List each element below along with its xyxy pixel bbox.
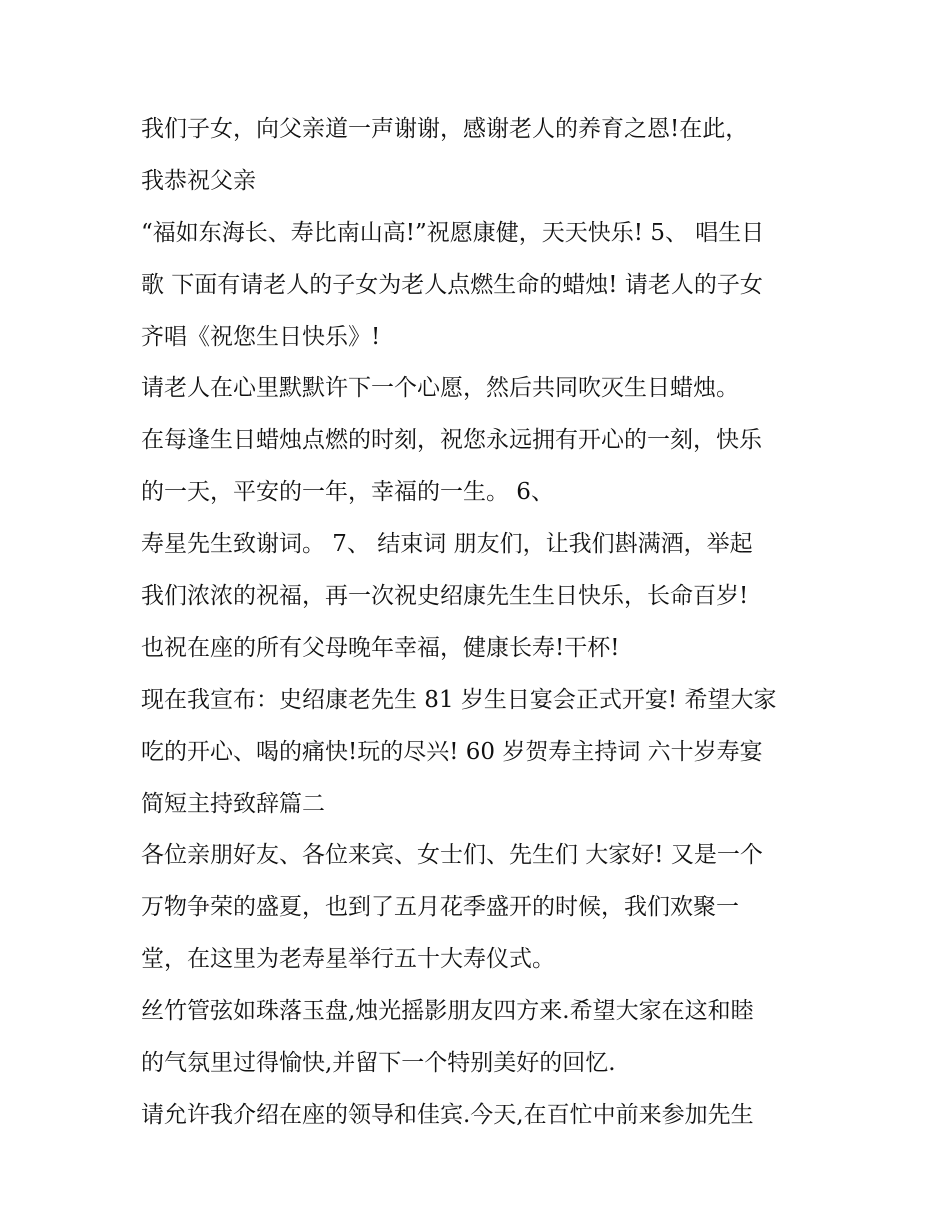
text-line: 歌 下面有请老人的子女为老人点燃生命的蜡烛! 请老人的子女	[141, 271, 763, 298]
text-line: 我们浓浓的祝福，再一次祝史绍康先生生日快乐，长命百岁!	[141, 583, 749, 610]
text-line: 寿星先生致谢词。 7、 结束词 朋友们，让我们斟满酒，举起	[141, 531, 753, 558]
text-line: 请允许我介绍在座的领导和佳宾.今天,在百忙中前来参加先生	[141, 1101, 754, 1128]
text-line: 的气氛里过得愉快,并留下一个特别美好的回忆.	[141, 1050, 616, 1077]
text-line: 在每逢生日蜡烛点燃的时刻，祝您永远拥有开心的一刻，快乐	[141, 427, 762, 454]
text-line: 各位亲朋好友、各位来宾、女士们、先生们 大家好! 又是一个	[141, 842, 763, 869]
document-body	[141, 108, 821, 1146]
text-line: 吃的开心、喝的痛快!玩的尽兴! 60 岁贺寿主持词 六十岁寿宴	[141, 738, 763, 765]
text-line: 万物争荣的盛夏，也到了五月花季盛开的时候，我们欢聚一	[141, 894, 739, 921]
text-line: 丝竹管弦如珠落玉盘,烛光摇影朋友四方来.希望大家在这和睦	[141, 998, 754, 1025]
text-line: 堂，在这里为老寿星举行五十大寿仪式。	[141, 946, 555, 973]
text-line: 我恭祝父亲	[141, 167, 256, 194]
text-line: 请老人在心里默默许下一个心愿，然后共同吹灭生日蜡烛。	[141, 375, 739, 402]
text-line: 也祝在座的所有父母晚年幸福，健康长寿!干杯!	[141, 634, 620, 661]
text-line: 我们子女，向父亲道一声谢谢，感谢老人的养育之恩!在此，	[141, 116, 749, 142]
text-line: 简短主持致辞篇二	[141, 790, 325, 817]
text-line: 的一天，平安的一年，幸福的一生。 6、	[141, 479, 554, 506]
text-line: 现在我宣布：史绍康老先生 81 岁生日宴会正式开宴! 希望大家	[141, 686, 777, 713]
text-line: “福如东海长、寿比南山高!”祝愿康健，天天快乐! 5、 唱生日	[141, 219, 765, 246]
text-line: 齐唱《祝您生日快乐》!	[141, 323, 381, 350]
